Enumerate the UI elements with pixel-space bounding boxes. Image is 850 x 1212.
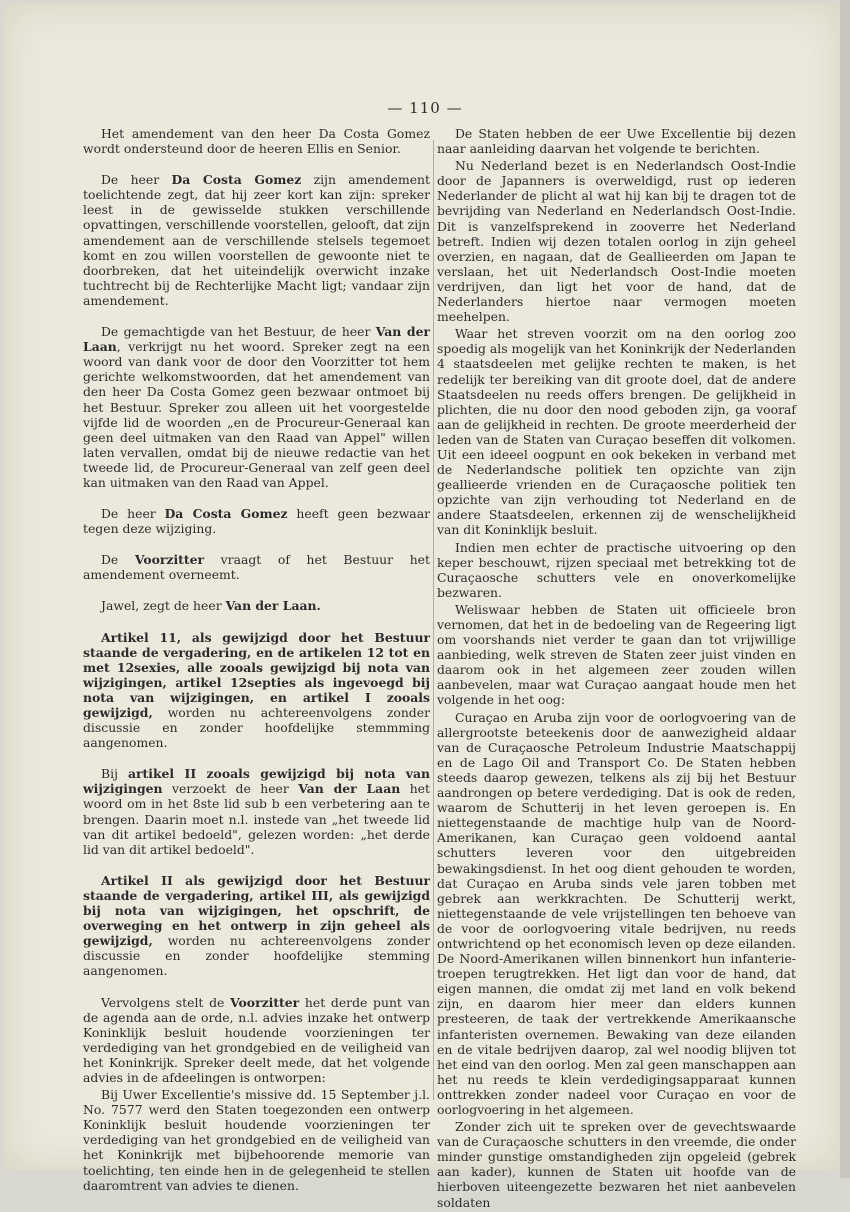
paragraph-text: Bij Uwer Excellentie's missive dd. 15 September j.l. No. 7577 werd den Staten toegezonden een ontwerp Koninklijk besluit houdende voorzieningen ter verdediging van het grondgebied en de veiligheid van het Koninkrijk met bijbehoorende memorie van toelichting, ten einde hen in de gelegenheid te stellen daaromtrent van advies te dienen. — [83, 1087, 430, 1193]
article-reference: artikel II zooals gewijzigd bij nota van wijzigingen — [83, 766, 430, 797]
paragraph: Curaçao en Aruba zijn voor de oorlogvoering van de allergrootste beteekenis door de aanwezigheid aldaar van de Curaçaosche Petroleum Industrie Maatschappij en de Lago Oil and Transport Co. De Staten hebben steeds daarop gewezen, telkens als zij bij het Bestuur aandrongen op betere verdediging. Dat is ook de reden, waarom de Schutterij in het leven geroepen is. En niettegenstaande de machtige hulp van de Noord-Amerikanen, kan Curaçao geen voldoend aantal schutters leveren voor den uitgebreiden bewakingsdienst. In het oog dient gehouden te worden, dat Curaçao en Aruba sinds vele jaren tobben met gebrek aan werkkrachten. De Schutterij werkt, niettegenstaande de vele vrijstellingen ten behoeve van de voor de oorlogvoering vitale bedrijven, nu reeds ontwrichtend op het economisch leven op deze eilanden. De Noord-Amerikanen willen binnenkort hun infanterie-troepen terugtrekken. Het ligt dan voor de hand, dat eigen mannen, die omdat zij met land en volk bekend zijn, en daarom hier meer dan elders kunnen presteeren, de taak der vertrekkende Amerikaansche infanteristen overnemen. Bewaking van deze eilanden en de vitale bedrijven daarop, zal wel noodig blijven tot het eind van den oorlog. Men zal geen manschappen aan het nu reeds te klein verdedigingsapparaat kunnen onttrekken zonder nadeel voor Curaçao en voor de oorlogvoering in het algemeen. — [437, 709, 796, 1117]
speaker-name: Voorzitter — [230, 994, 300, 1010]
right-column — [437, 126, 796, 1212]
paragraph: Weliswaar hebben de Staten uit officieele bron vernomen, dat het in de bedoeling van de Regeering ligt om voorshands niet verder te gaan dan tot vrijwillige aanbieding, welk streven de Staten zeer juist vinden en daarom ook in het algemeen zeer zouden willen aanbevelen, maar wat Curaçao aangaat houde men het volgende in het oog: — [437, 601, 796, 708]
left-column — [83, 126, 430, 1209]
paragraph: Artikel II als gewijzigd door het Bestuur staande de vergadering, artikel III, als gewijzigd bij nota van wijzigingen, het opschrift, de overweging en het ontwerp in zijn geheel als gewijzigd, worden nu achtereenvolgens zonder discussie en zonder hoofdelijke stemming aangenomen. — [83, 872, 430, 979]
scan-edge — [840, 0, 850, 1178]
paragraph: Vervolgens stelt de Voorzitter het derde punt van de agenda aan de orde, n.l. advies inzake het ontwerp Koninklijk besluit houdende voorzieningen ter verdediging van het grondgebied en de veiligheid van het Koninkrijk. Spreker deelt mede, dat het volgende advies in de afdeelingen is ontworpen: — [83, 994, 430, 1085]
paragraph: De heer Da Costa Gomez heeft geen bezwaar tegen deze wijziging. — [83, 506, 431, 537]
paragraph — [83, 1087, 430, 1193]
paragraph: De Voorzitter vraagt of het Bestuur het amendement overneemt. — [83, 552, 430, 583]
paragraph: Bij artikel II zooals gewijzigd bij nota van wijzigingen verzoekt de heer Van der Laan het woord om in het 8ste lid sub b een verbetering aan te brengen. Daarin moet n.l. instede van „het tweede lid van dit artikel bedoeld", gelezen worden: „het derde lid van dit artikel bedoeld". — [83, 766, 430, 857]
paragraph — [83, 126, 430, 156]
paragraph: Indien men echter de practische uitvoering op den keper beschouwt, rijzen speciaal met betrekking tot de Curaçaosche schutters vele en onoverkomelijke bezwaren. — [437, 539, 796, 600]
paragraph: Jawel, zegt de heer Van der Laan. — [101, 598, 321, 614]
article-reference: Artikel II als gewijzigd door het Bestuur staande de vergadering, artikel III, als gewijzigd bij nota van wijzigingen, het opschrift, de overweging en het ontwerp in zijn geheel als gewijzigd, — [83, 872, 430, 949]
column-divider — [433, 140, 434, 1100]
page-number: — 110 — — [387, 99, 463, 117]
speaker-name: Van der Laan — [83, 324, 431, 355]
speaker-name: Van der Laan. — [225, 598, 321, 614]
paragraph: De heer Da Costa Gomez zijn amendement toelichtende zegt, dat hij zeer kort kan zijn: spreker leest in de gewisselde stukken verschillende opvattingen, verschillende voorstellen, gelooft, dat zijn amendement aan de verschillende stelsels tegemoet komt en zou willen voorstellen de gewoonte niet te doorbreken, dat het uiteindelijk overwicht inzake tuchtrecht bij de Rechterlijke Macht ligt; vandaar zijn amendement. — [83, 172, 431, 308]
speaker-name: Da Costa Gomez — [164, 506, 288, 522]
speaker-name: Van der Laan — [298, 781, 401, 797]
paragraph: Zonder zich uit te spreken over de gevechtswaarde van de Curaçaosche schutters in den vreemde, die onder minder gunstige omstandigheden zijn opgeleid (gebrek aan kader), kunnen de Staten uit hoofde van de hierboven uiteengezette bezwaren het niet aanbevelen soldaten — [437, 1119, 796, 1210]
paragraph: De gemachtigde van het Bestuur, de heer Van der Laan, verkrijgt nu het woord. Spreker zegt na een woord van dank voor de door den Voorzitter tot hem gerichte welkomstwoorden, dat het amendement van den heer Da Costa Gomez geen bezwaar ontmoet bij het Bestuur. Spreker zou alleen uit het voorgestelde vijfde lid de woorden „en de Procureur-Generaal kan geen deel uitmaken van den Raad van Appel" willen laten vervallen, omdat bij de nieuwe redactie van het tweede lid, de Procureur-Generaal van zelf geen deel kan uitmaken van den Raad van Appel. — [83, 324, 431, 490]
paragraph: Waar het streven voorzit om na den oorlog zoo spoedig als mogelijk van het Koninkrijk der Nederlanden 4 staatsdeelen met gelijke rechten te maken, is het redelijk ter bereiking van dit groote doel, dat de andere Staatsdeelen nu reeds offers brengen. De gelijkheid in plichten, die nu door den nood geboden zijn, ga vooraf aan de gelijkheid in rechten. De groote meerderheid der leden van de Staten van Curaçao beseffen dit volkomen. Uit een ideeel oogpunt en ook bekeken in verband met de Nederlandsche politiek ten opzichte van zijn geallieerde vrienden en de Curaçaosche politiek ten opzichte van zijn verhouding tot Nederland en de andere Staatsdeelen, erkennen zij de wenschelijkheid van dit Koninklijk besluit. — [437, 326, 796, 538]
paragraph: Artikel 11, als gewijzigd door het Bestuur staande de vergadering, en de artikelen 12 tot en met 12sexies, alle zooals gewijzigd bij nota van wijzigingen, artikel 12septies als ingevoegd bij nota van wijzigingen, en artikel I zooals gewijzigd, worden nu achtereenvolgens zonder discussie en zonder hoofdelijke stemmming aangenomen. — [83, 629, 430, 751]
paragraph: Nu Nederland bezet is en Nederlandsch Oost-Indie door de Japanners is overweldigd, rust op iederen Nederlander de plicht al wat hij kan bij te dragen tot de bevrijding van Nederland en Nederlandsch Oost-Indie. Dit is vanzelfsprekend in zooverre het Nederland betreft. Indien wij dezen totalen oorlog in zijn geheel overzien, en nagaan, dat de Geallieerden om Japan te verslaan, het uit Nederlandsch Oost-Indie moeten verdrijven, dan ligt het voor de hand, dat de Nederlanders hiertoe naar vermogen moeten meehelpen. — [437, 158, 796, 325]
speaker-name: Voorzitter — [134, 552, 205, 568]
paragraph: De Staten hebben de eer Uwe Excellentie bij dezen naar aanleiding daarvan het volgende te berichten. — [437, 126, 796, 157]
article-reference: Artikel 11, als gewijzigd door het Bestuur staande de vergadering, en de artikelen 12 tot en met 12sexies, alle zooals gewijzigd bij nota van wijzigingen, artikel 12septies als ingevoegd bij nota van wijzigingen, en artikel I zooals gewijzigd, — [83, 629, 430, 720]
paragraph-text: Het amendement van den heer Da Costa Gomez wordt ondersteund door de heeren Ellis en Senior. — [83, 126, 430, 157]
speaker-name: Da Costa Gomez — [171, 172, 302, 188]
